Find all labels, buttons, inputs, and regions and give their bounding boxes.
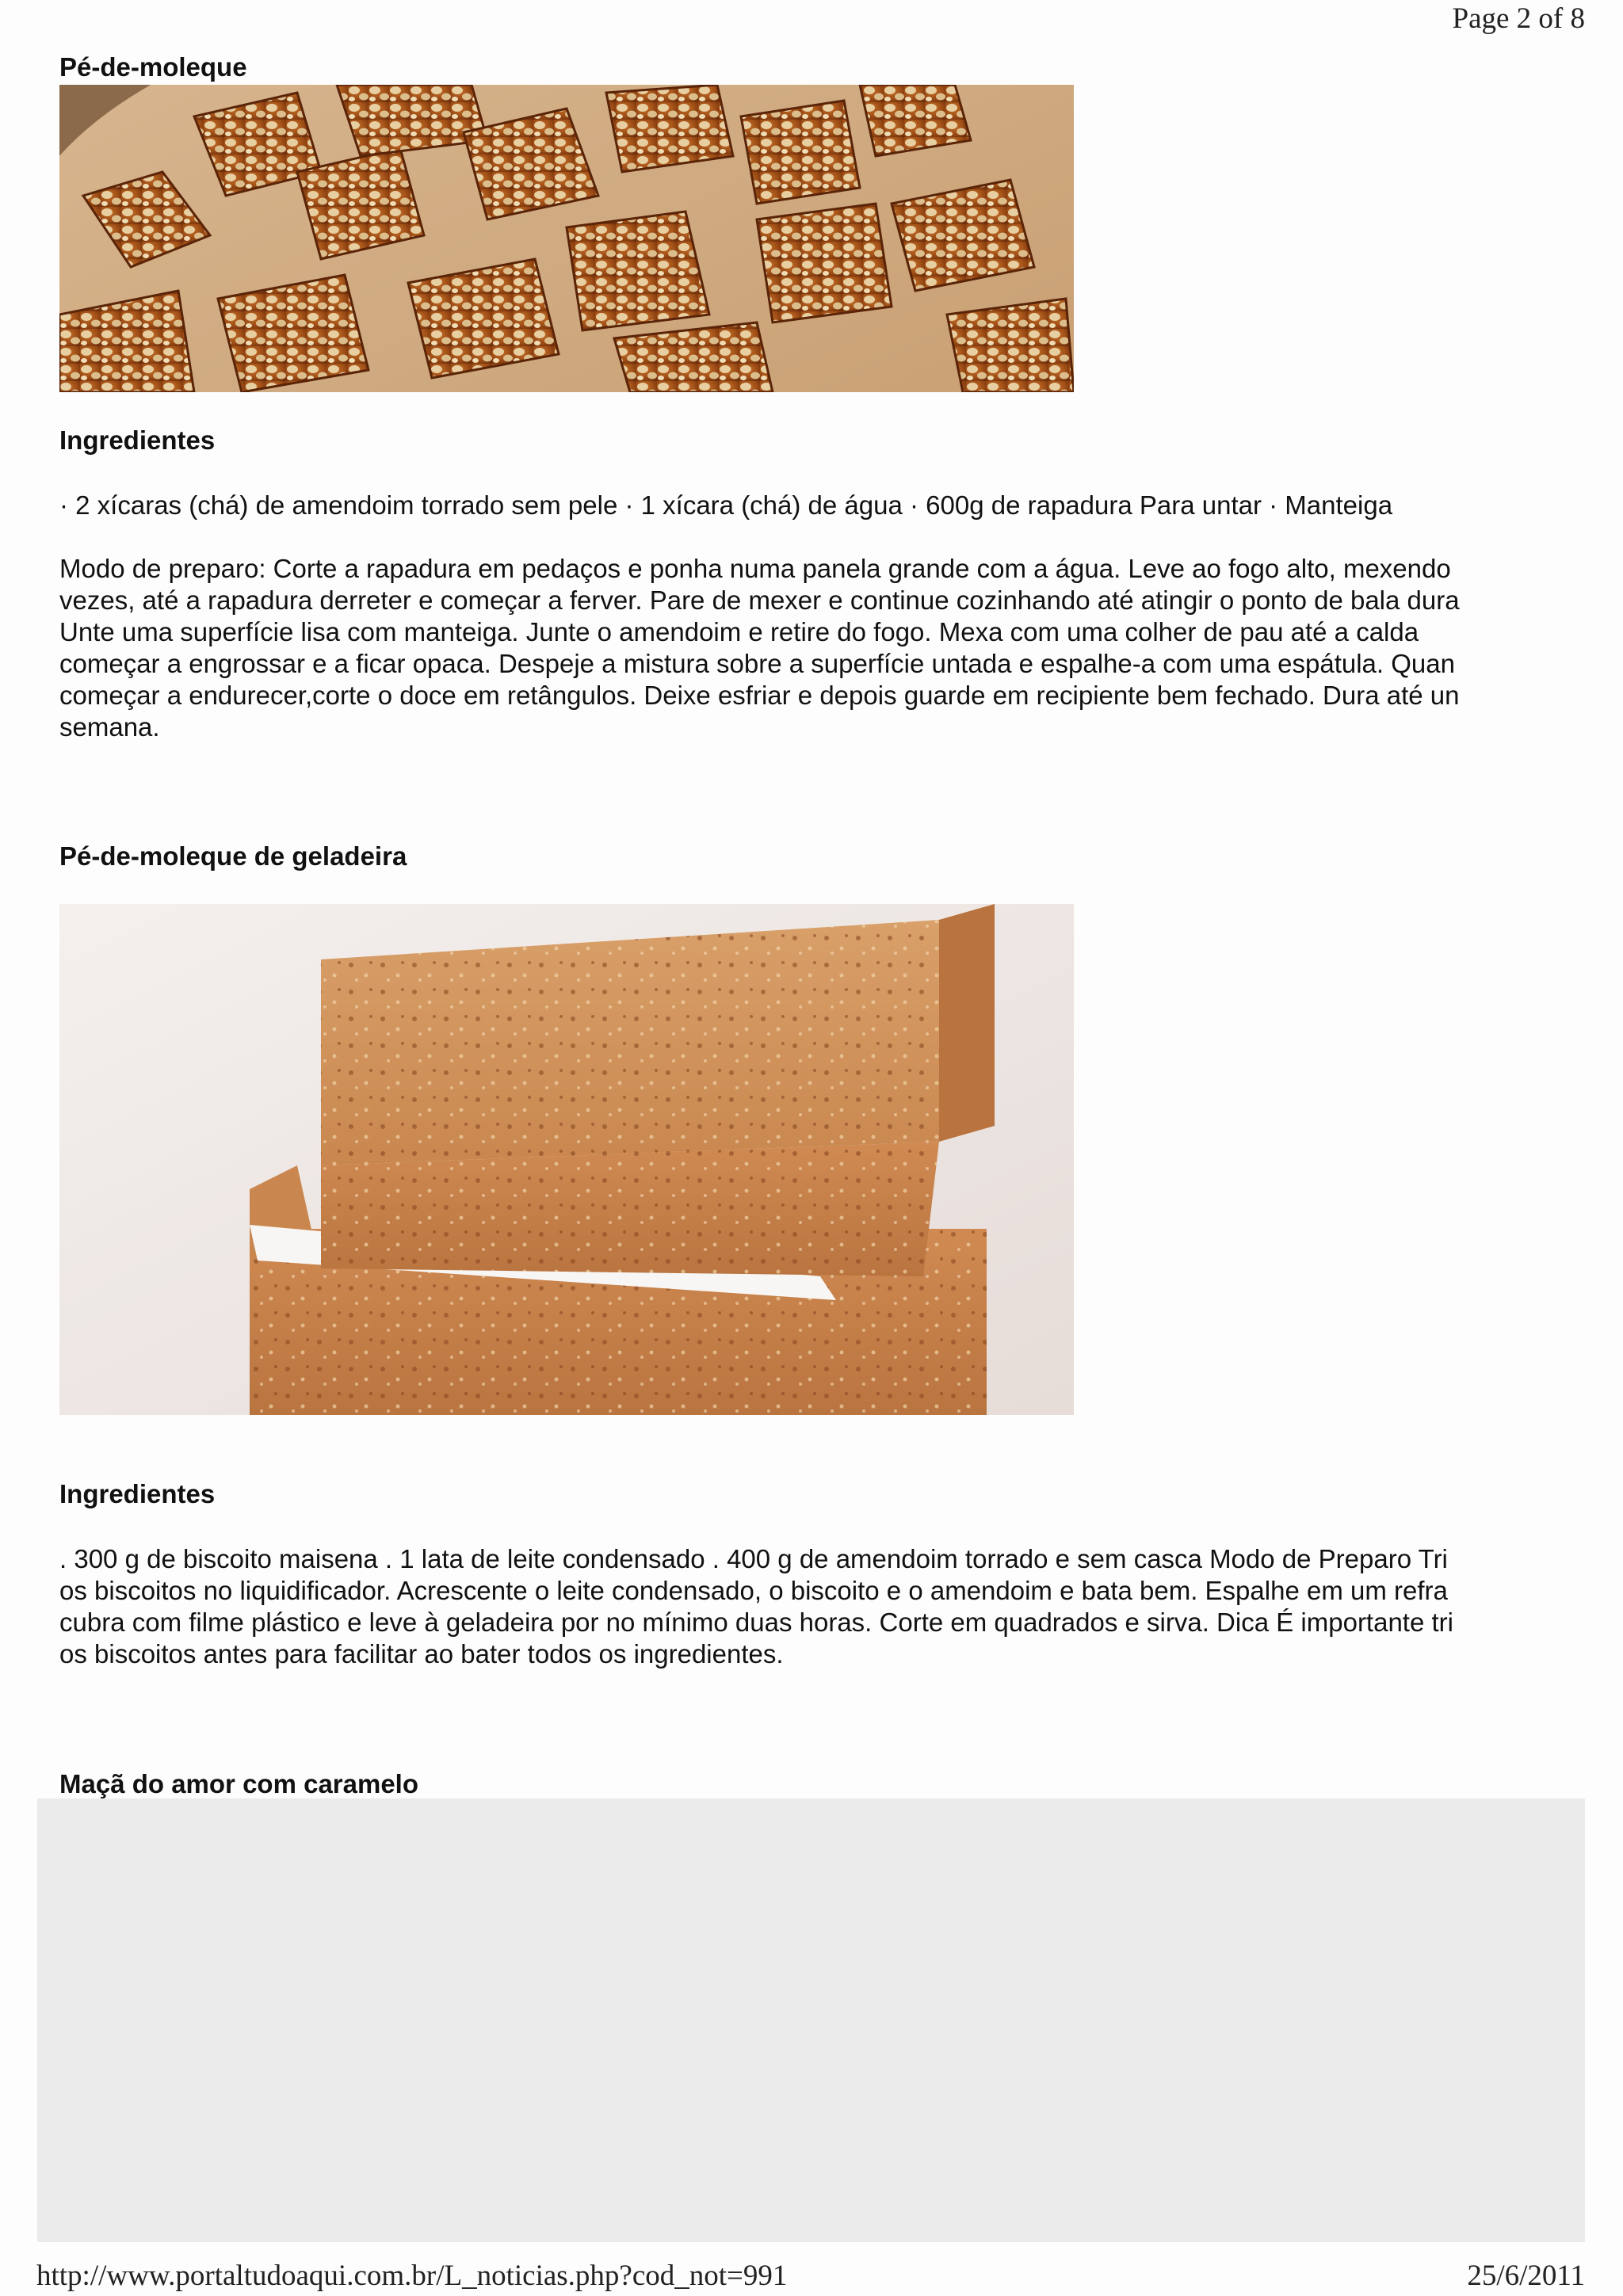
footer-url: http://www.portaltudoaqui.com.br/L_noticias.php?cod_not=991 bbox=[36, 2260, 788, 2292]
method-text: Modo de preparo: Corte a rapadura em pedaços e ponha numa panela grande com a água. Leve ao fogo alto, mexendo vezes, até a rapadura derreter e começar a ferver. Pare de mexer e continue cozinhando até atingir o ponto de bala dura Unte uma superfície lisa com manteiga. Junte o amendoim e retire do fogo. Mexa com uma colher de pau até a calda começar a engrossar e a ficar opaca. Despeje a mistura sobre a superfície untada e espalhe-a com uma espátula. Quan começar a endurecer,corte o doce em retângulos. Deixe esfriar e depois guarde em recipiente bem fechado. Dura até un semana. bbox=[59, 554, 1460, 742]
footer-date: 25/6/2011 bbox=[1467, 2260, 1585, 2292]
ingredients-text: · 2 xícaras (chá) de amendoim torrado sem pele · 1 xícara (chá) de água · 600g de rapadura Para untar · Manteiga bbox=[59, 490, 1393, 520]
recipe-title: Pé-de-moleque bbox=[59, 52, 247, 82]
ingredients-heading: Ingredientes bbox=[59, 1479, 216, 1508]
ingredients-heading: Ingredientes bbox=[59, 425, 216, 455]
recipe-title: Pé-de-moleque de geladeira bbox=[59, 841, 407, 871]
recipe-title: Maçã do amor com caramelo bbox=[59, 1769, 419, 1798]
page-number: Page 2 of 8 bbox=[1452, 2, 1585, 35]
peanut-brittle-image bbox=[59, 85, 1074, 392]
peanut-bar-image bbox=[59, 904, 1074, 1415]
ingredients-text: . 300 g de biscoito maisena . 1 lata de leite condensado . 400 g de amendoim torrado e sem casca Modo de Preparo Tri os biscoitos no liquidificador. Acrescente o leite condensado, o biscoito e o amendoim e bata bem. Espalhe em um refra cubra com filme plástico e leve à geladeira por no mínimo duas horas. Corte em quadrados e sirva. Dica É importante tri os biscoitos antes para facilitar ao bater todos os ingredientes. bbox=[59, 1544, 1453, 1669]
image-placeholder bbox=[37, 1798, 1585, 2242]
